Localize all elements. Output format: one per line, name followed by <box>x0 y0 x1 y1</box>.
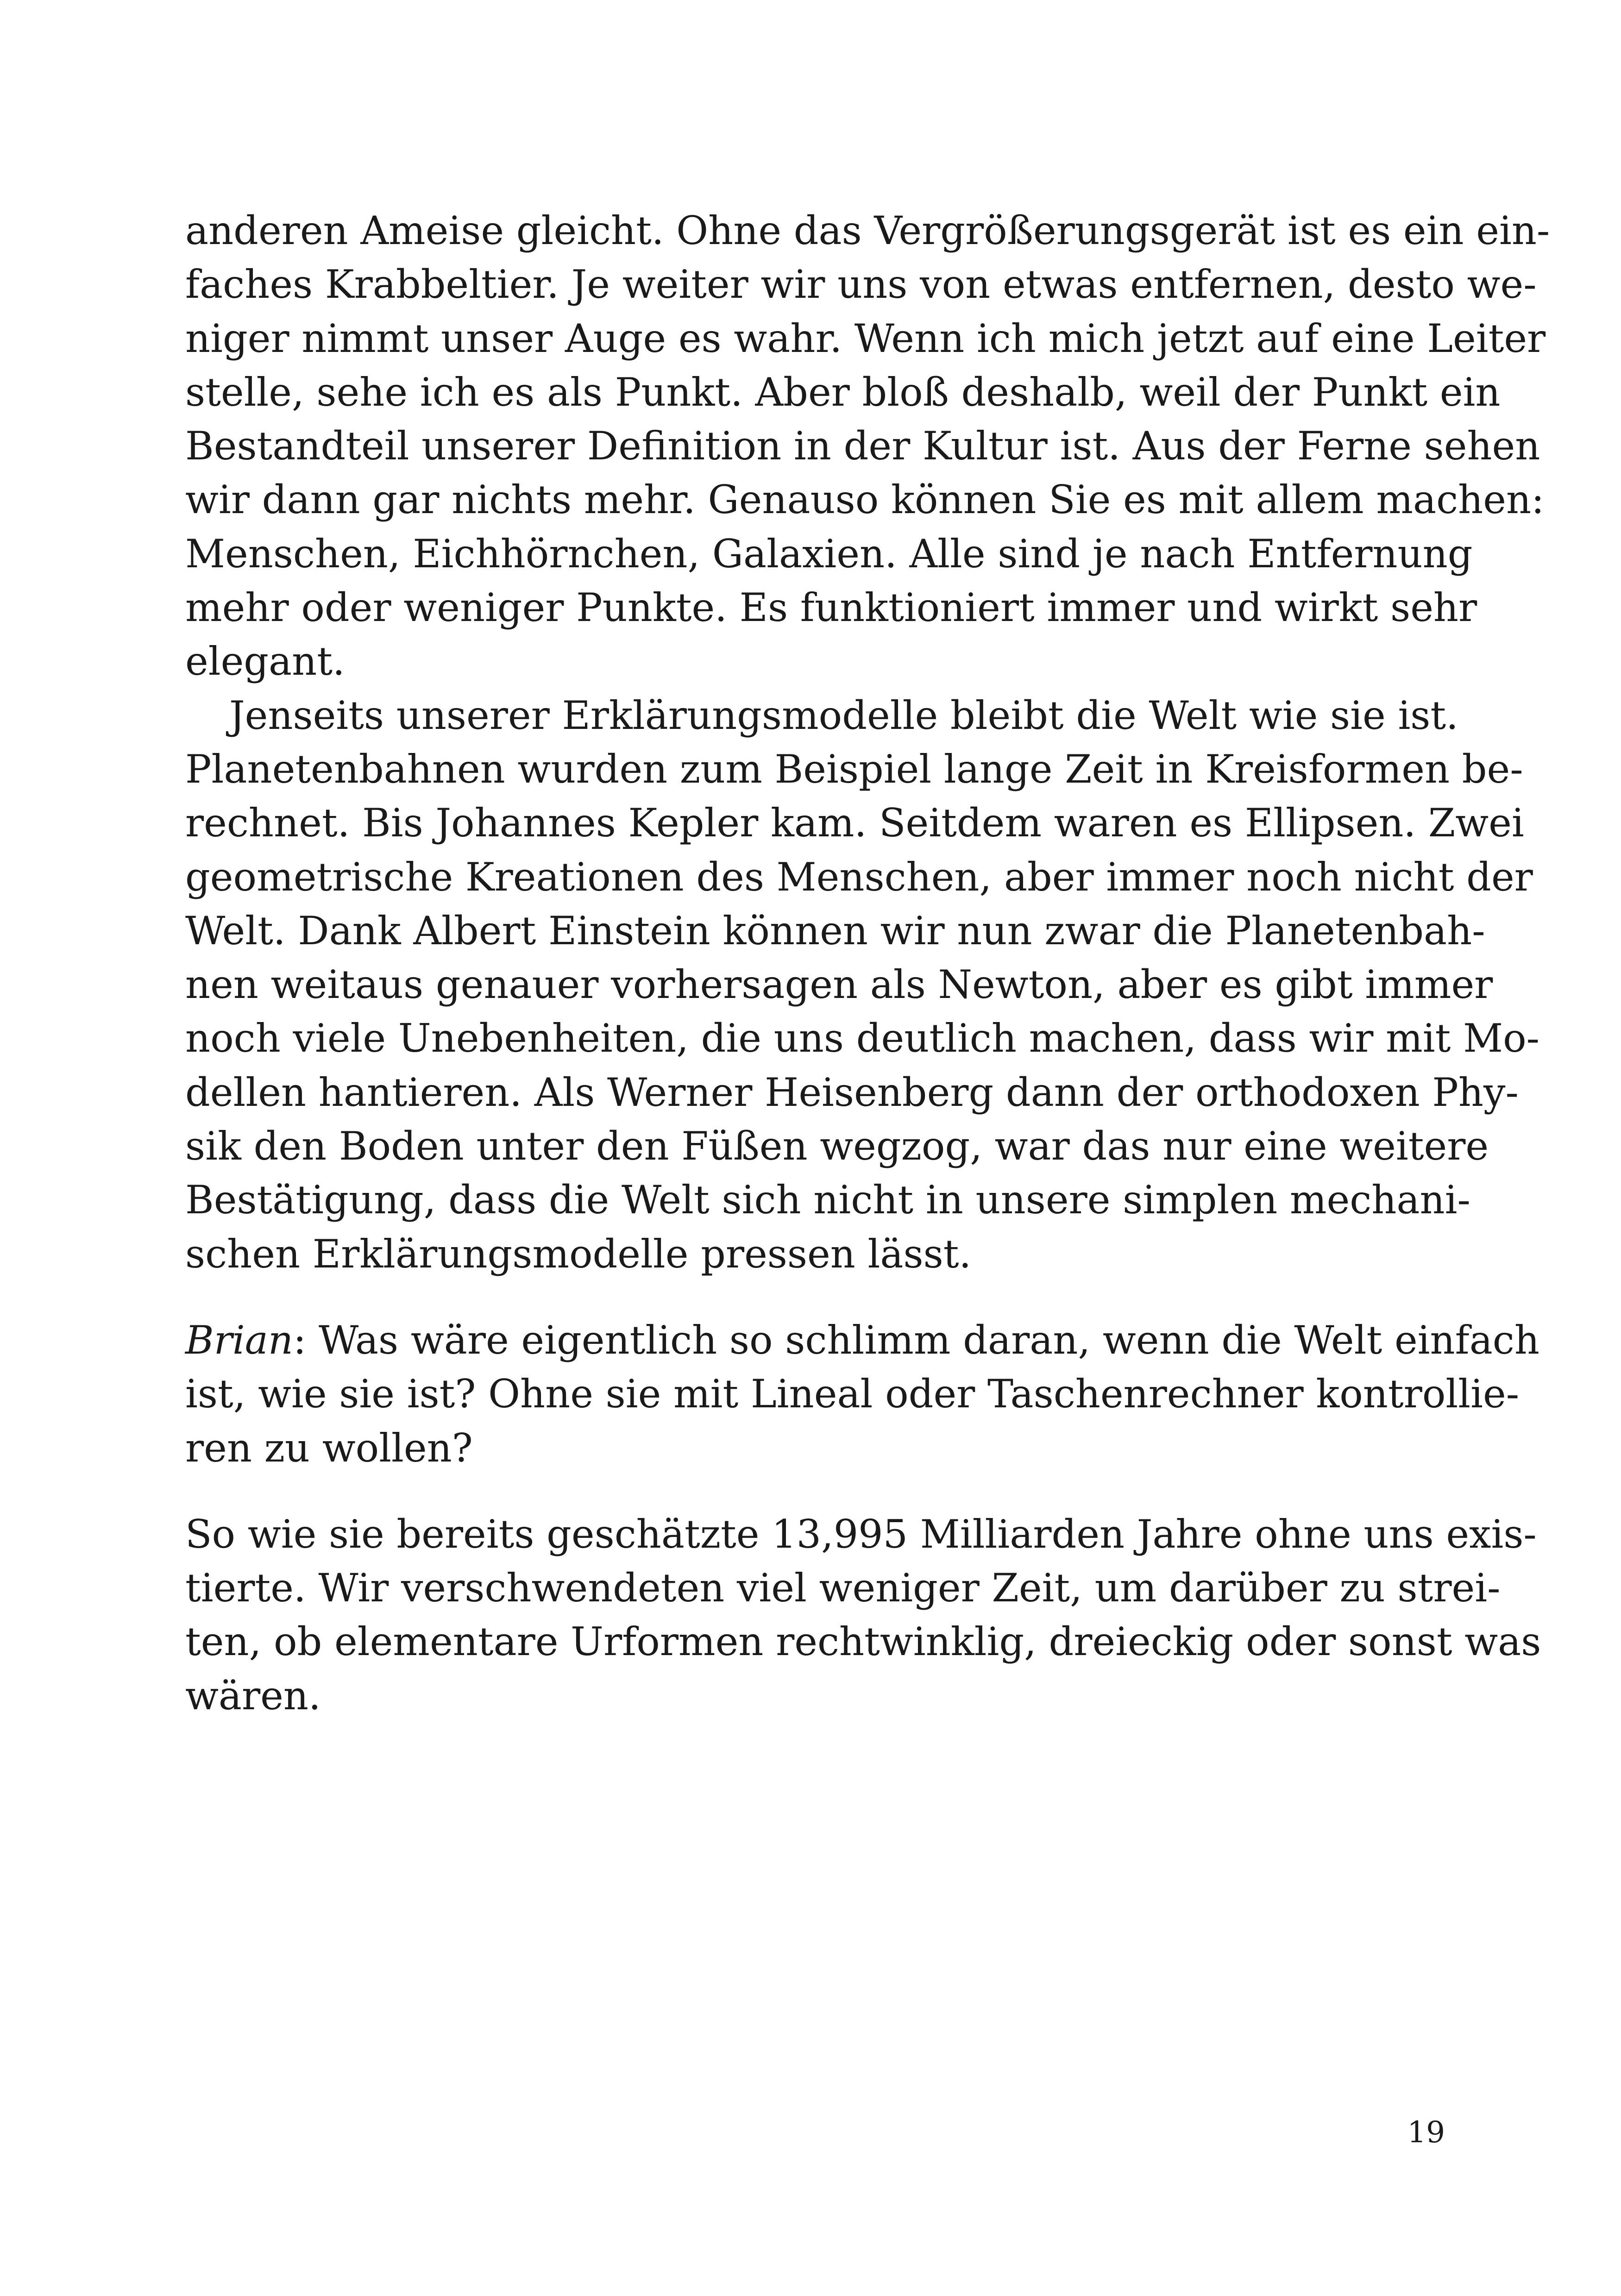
text-line: schen Erklärungsmodelle pressen lässt. <box>185 1231 972 1277</box>
text-line: ten, ob elementare Urformen rechtwinklig, dreieckig oder sonst was <box>185 1619 1541 1665</box>
text-line: wären. <box>185 1673 321 1719</box>
speaker-name: Brian <box>185 1317 293 1363</box>
text-line: ist, wie sie ist? Ohne sie mit Lineal oder Taschenrechner kontrollie- <box>185 1371 1520 1417</box>
text-line: Welt. Dank Albert Einstein können wir nun zwar die Planetenbah- <box>185 908 1485 954</box>
paragraph-3-dialogue <box>185 1313 1539 1475</box>
text-line: tierte. Wir verschwendeten viel weniger Zeit, um darüber zu strei- <box>185 1565 1501 1611</box>
text-line: So wie sie bereits geschätzte 13,995 Milliarden Jahre ohne uns exis- <box>185 1511 1537 1557</box>
text-line: geometrische Kreationen des Menschen, aber immer noch nicht der <box>185 854 1533 900</box>
text-line: Jenseits unserer Erklärungsmodelle bleibt die Welt wie sie ist. <box>229 692 1458 738</box>
text-line: dellen hantieren. Als Werner Heisenberg dann der orthodoxen Phy- <box>185 1069 1519 1115</box>
text-line: sik den Boden unter den Füßen wegzog, war das nur eine weitere <box>185 1123 1489 1169</box>
text-line: elegant. <box>185 639 345 684</box>
page-number: 19 <box>1407 2115 1445 2150</box>
text-line: anderen Ameise gleicht. Ohne das Vergrößerungsgerät ist es ein ein- <box>185 208 1550 253</box>
paragraph-1 <box>185 204 1550 689</box>
text-line: ren zu wollen? <box>185 1425 473 1471</box>
text-line: Menschen, Eichhörnchen, Galaxien. Alle sind je nach Entfernung <box>185 531 1473 577</box>
paragraph-4 <box>185 1507 1541 1723</box>
text-line: mehr oder weniger Punkte. Es funktioniert immer und wirkt sehr <box>185 585 1477 631</box>
text-line <box>185 1313 1539 1367</box>
body-text <box>185 204 1550 1723</box>
text-line: Planetenbahnen wurden zum Beispiel lange Zeit in Kreisformen be- <box>185 746 1523 792</box>
paragraph-2 <box>185 689 1540 1281</box>
text-line: faches Krabbeltier. Je weiter wir uns von etwas entfernen, desto we- <box>185 262 1537 307</box>
text-line: stelle, sehe ich es als Punkt. Aber bloß deshalb, weil der Punkt ein <box>185 369 1501 415</box>
text-line: nen weitaus genauer vorhersagen als Newton, aber es gibt immer <box>185 962 1493 1008</box>
dialogue-text: : Was wäre eigentlich so schlimm daran, wenn die Welt einfach <box>293 1317 1539 1363</box>
text-line: niger nimmt unser Auge es wahr. Wenn ich mich jetzt auf eine Leiter <box>185 315 1546 361</box>
text-line: Bestätigung, dass die Welt sich nicht in unsere simplen mechani- <box>185 1177 1470 1223</box>
text-line: noch viele Unebenheiten, die uns deutlich machen, dass wir mit Mo- <box>185 1016 1540 1061</box>
text-line: rechnet. Bis Johannes Kepler kam. Seitdem waren es Ellipsen. Zwei <box>185 800 1524 846</box>
text-line: Bestandteil unserer Definition in der Kultur ist. Aus der Ferne sehen <box>185 423 1540 469</box>
text-line: wir dann gar nichts mehr. Genauso können Sie es mit allem machen: <box>185 477 1545 523</box>
